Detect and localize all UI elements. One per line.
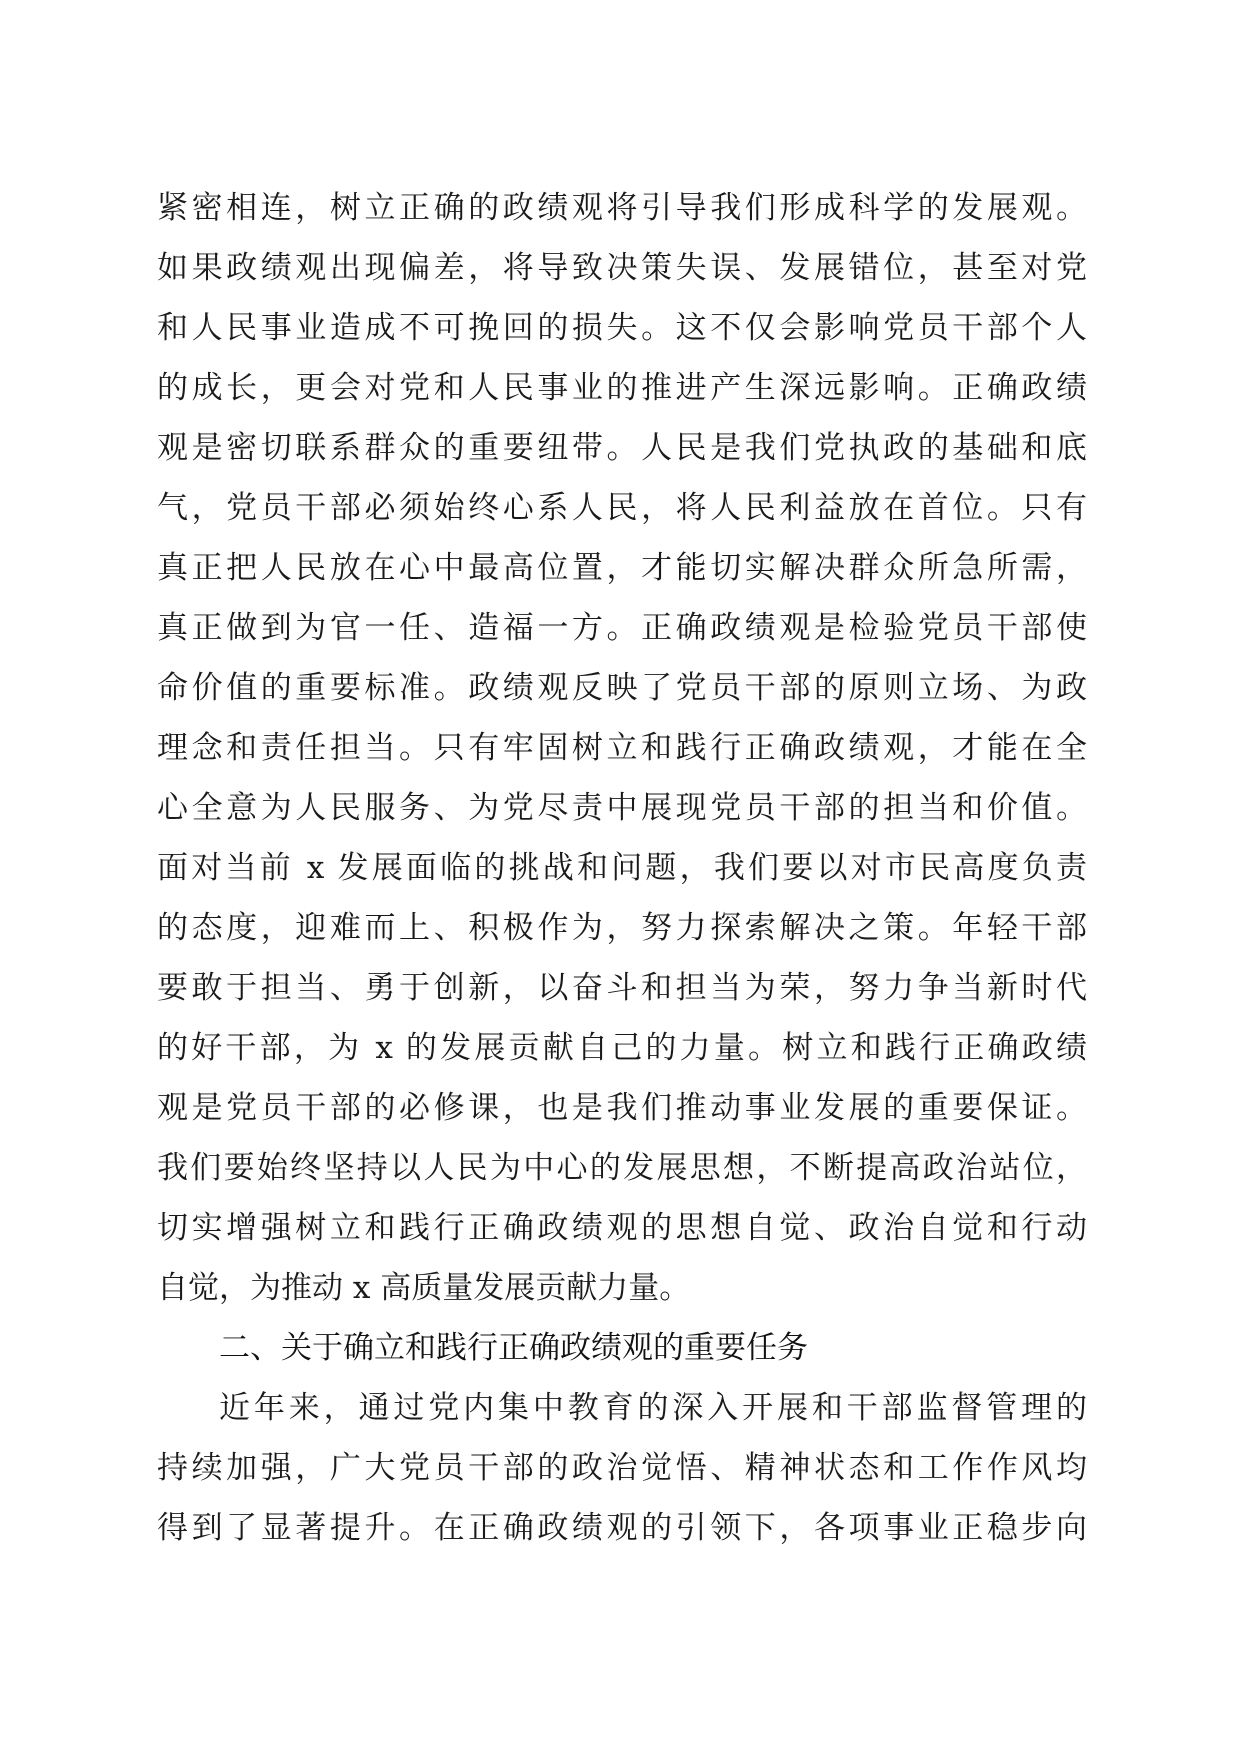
text-line: 近年来，通过党内集中教育的深入开展和干部监督管理的 <box>219 1390 1087 1426</box>
text-line: 心全意为人民服务、为党尽责中展现党员干部的担当和价值。 <box>157 790 1087 826</box>
text-line: 观是党员干部的必修课，也是我们推动事业发展的重要保证。 <box>157 1090 1087 1126</box>
section-heading: 二、关于确立和践行正确政绩观的重要任务 <box>219 1330 808 1366</box>
text-line: 切实增强树立和践行正确政绩观的思想自觉、政治自觉和行动 <box>157 1210 1087 1246</box>
text-line: 如果政绩观出现偏差，将导致决策失误、发展错位，甚至对党 <box>157 250 1087 286</box>
text-line: 的成长，更会对党和人民事业的推进产生深远影响。正确政绩 <box>157 370 1087 406</box>
text-line: 面对当前 x 发展面临的挑战和问题，我们要以对市民高度负责 <box>157 850 1087 886</box>
text-line: 理念和责任担当。只有牢固树立和践行正确政绩观，才能在全 <box>157 730 1087 766</box>
text-line: 的态度，迎难而上、积极作为，努力探索解决之策。年轻干部 <box>157 910 1087 946</box>
paragraph-1 <box>157 178 1087 1318</box>
text-line: 观是密切联系群众的重要纽带。人民是我们党执政的基础和底 <box>157 430 1087 466</box>
text-line: 持续加强，广大党员干部的政治觉悟、精神状态和工作作风均 <box>157 1450 1087 1486</box>
text-line: 我们要始终坚持以人民为中心的发展思想，不断提高政治站位， <box>157 1150 1087 1186</box>
text-line: 要敢于担当、勇于创新，以奋斗和担当为荣，努力争当新时代 <box>157 970 1087 1006</box>
text-line: 的好干部，为 x 的发展贡献自己的力量。树立和践行正确政绩 <box>157 1030 1087 1066</box>
text-line: 真正做到为官一任、造福一方。正确政绩观是检验党员干部使 <box>157 610 1087 646</box>
paragraph-2 <box>157 1378 1087 1558</box>
body-text <box>157 178 1087 1558</box>
text-line: 和人民事业造成不可挽回的损失。这不仅会影响党员干部个人 <box>157 310 1087 346</box>
text-line: 自觉，为推动 x 高质量发展贡献力量。 <box>157 1270 691 1306</box>
text-line: 真正把人民放在心中最高位置，才能切实解决群众所急所需， <box>157 550 1087 586</box>
text-line: 命价值的重要标准。政绩观反映了党员干部的原则立场、为政 <box>157 670 1087 706</box>
text-line: 紧密相连，树立正确的政绩观将引导我们形成科学的发展观。 <box>157 190 1087 226</box>
text-line: 得到了显著提升。在正确政绩观的引领下，各项事业正稳步向 <box>157 1510 1087 1546</box>
text-line: 气，党员干部必须始终心系人民，将人民利益放在首位。只有 <box>157 490 1087 526</box>
